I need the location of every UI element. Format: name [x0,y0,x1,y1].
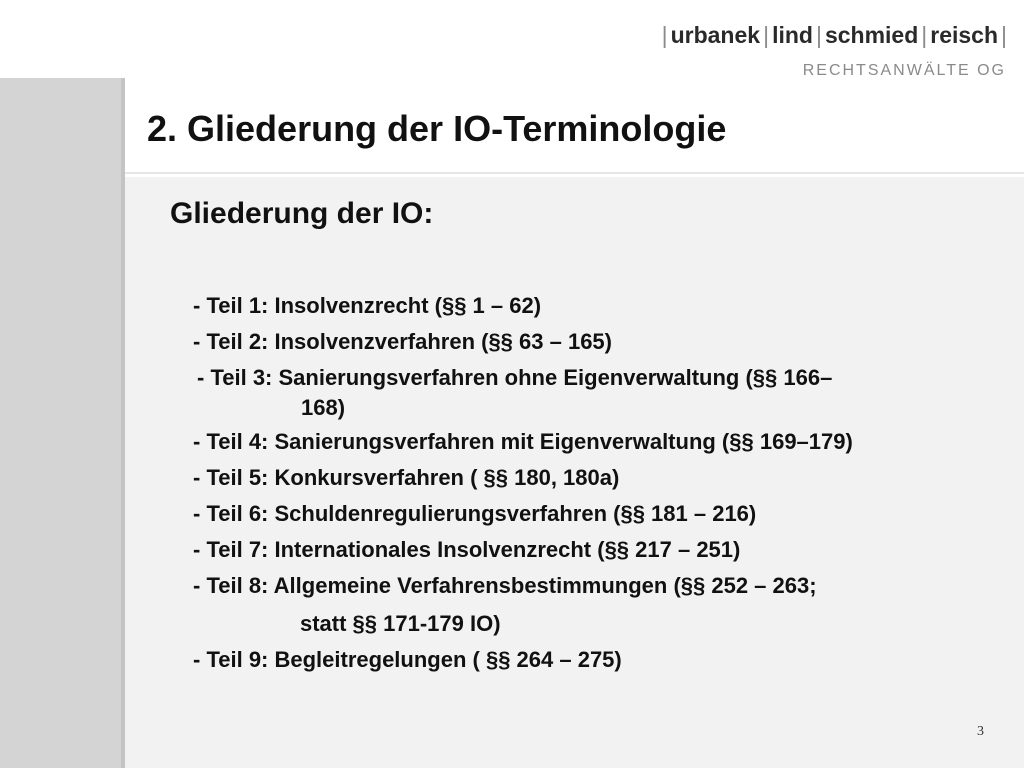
list-item-text: - Teil 3: Sanierungsverfahren ohne Eigenverwaltung (§§ 166– [197,365,833,390]
page-number: 3 [977,724,984,739]
list-item-text: - Teil 1: Insolvenzrecht (§§ 1 – 62) [193,293,542,318]
list-item-continuation: statt §§ 171-179 IO) [300,611,501,636]
logo-separator: | [921,22,928,48]
list-item-teil-3 [193,363,1013,423]
logo-separator: | [763,22,770,48]
list-item-text: - Teil 8: Allgemeine Verfahrensbestimmungen (§§ 252 – 263; [193,573,817,598]
list-item-text: - Teil 9: Begleitregelungen ( §§ 264 – 275) [193,647,622,672]
logo-separator: | [661,22,668,48]
list-item-teil-5 [193,463,1013,493]
list-item-text: - Teil 7: Internationales Insolvenzrecht (§§ 217 – 251) [193,537,741,562]
logo-name-urbanek: urbanek [670,22,761,48]
list-item-text: - Teil 5: Konkursverfahren ( §§ 180, 180a) [193,465,620,490]
slide-title: 2. Gliederung der IO-Terminologie [147,108,727,149]
logo-name-schmied: schmied [824,22,919,48]
firm-logo [659,22,1010,49]
logo-separator: | [1001,22,1007,48]
logo-separator: | [815,22,822,48]
logo-name-lind: lind [772,22,813,48]
list-item-teil-4 [193,427,1013,457]
list-item-text: - Teil 2: Insolvenzverfahren (§§ 63 – 165) [193,329,612,354]
list-item-teil-2 [193,327,1013,357]
list-item-continuation: 168) [301,395,346,420]
logo-name-reisch: reisch [930,22,999,48]
list-item-teil-6 [193,499,1013,529]
section-heading: Gliederung der IO: [170,197,434,230]
list-item-text: - Teil 6: Schuldenregulierungsverfahren (§§ 181 – 216) [193,501,757,526]
left-decorative-bar [0,78,125,768]
list-item-teil-7 [193,535,1013,565]
list-item-teil-9 [193,645,1013,675]
logo-subtitle: RECHTSANWÄLTE OG [802,62,1006,79]
list-item-teil-1 [193,291,1013,321]
parts-list [193,291,1013,681]
list-item-teil-8 [193,571,1013,639]
title-divider [125,172,1024,174]
list-item-text: - Teil 4: Sanierungsverfahren mit Eigenverwaltung (§§ 169–179) [193,429,853,454]
